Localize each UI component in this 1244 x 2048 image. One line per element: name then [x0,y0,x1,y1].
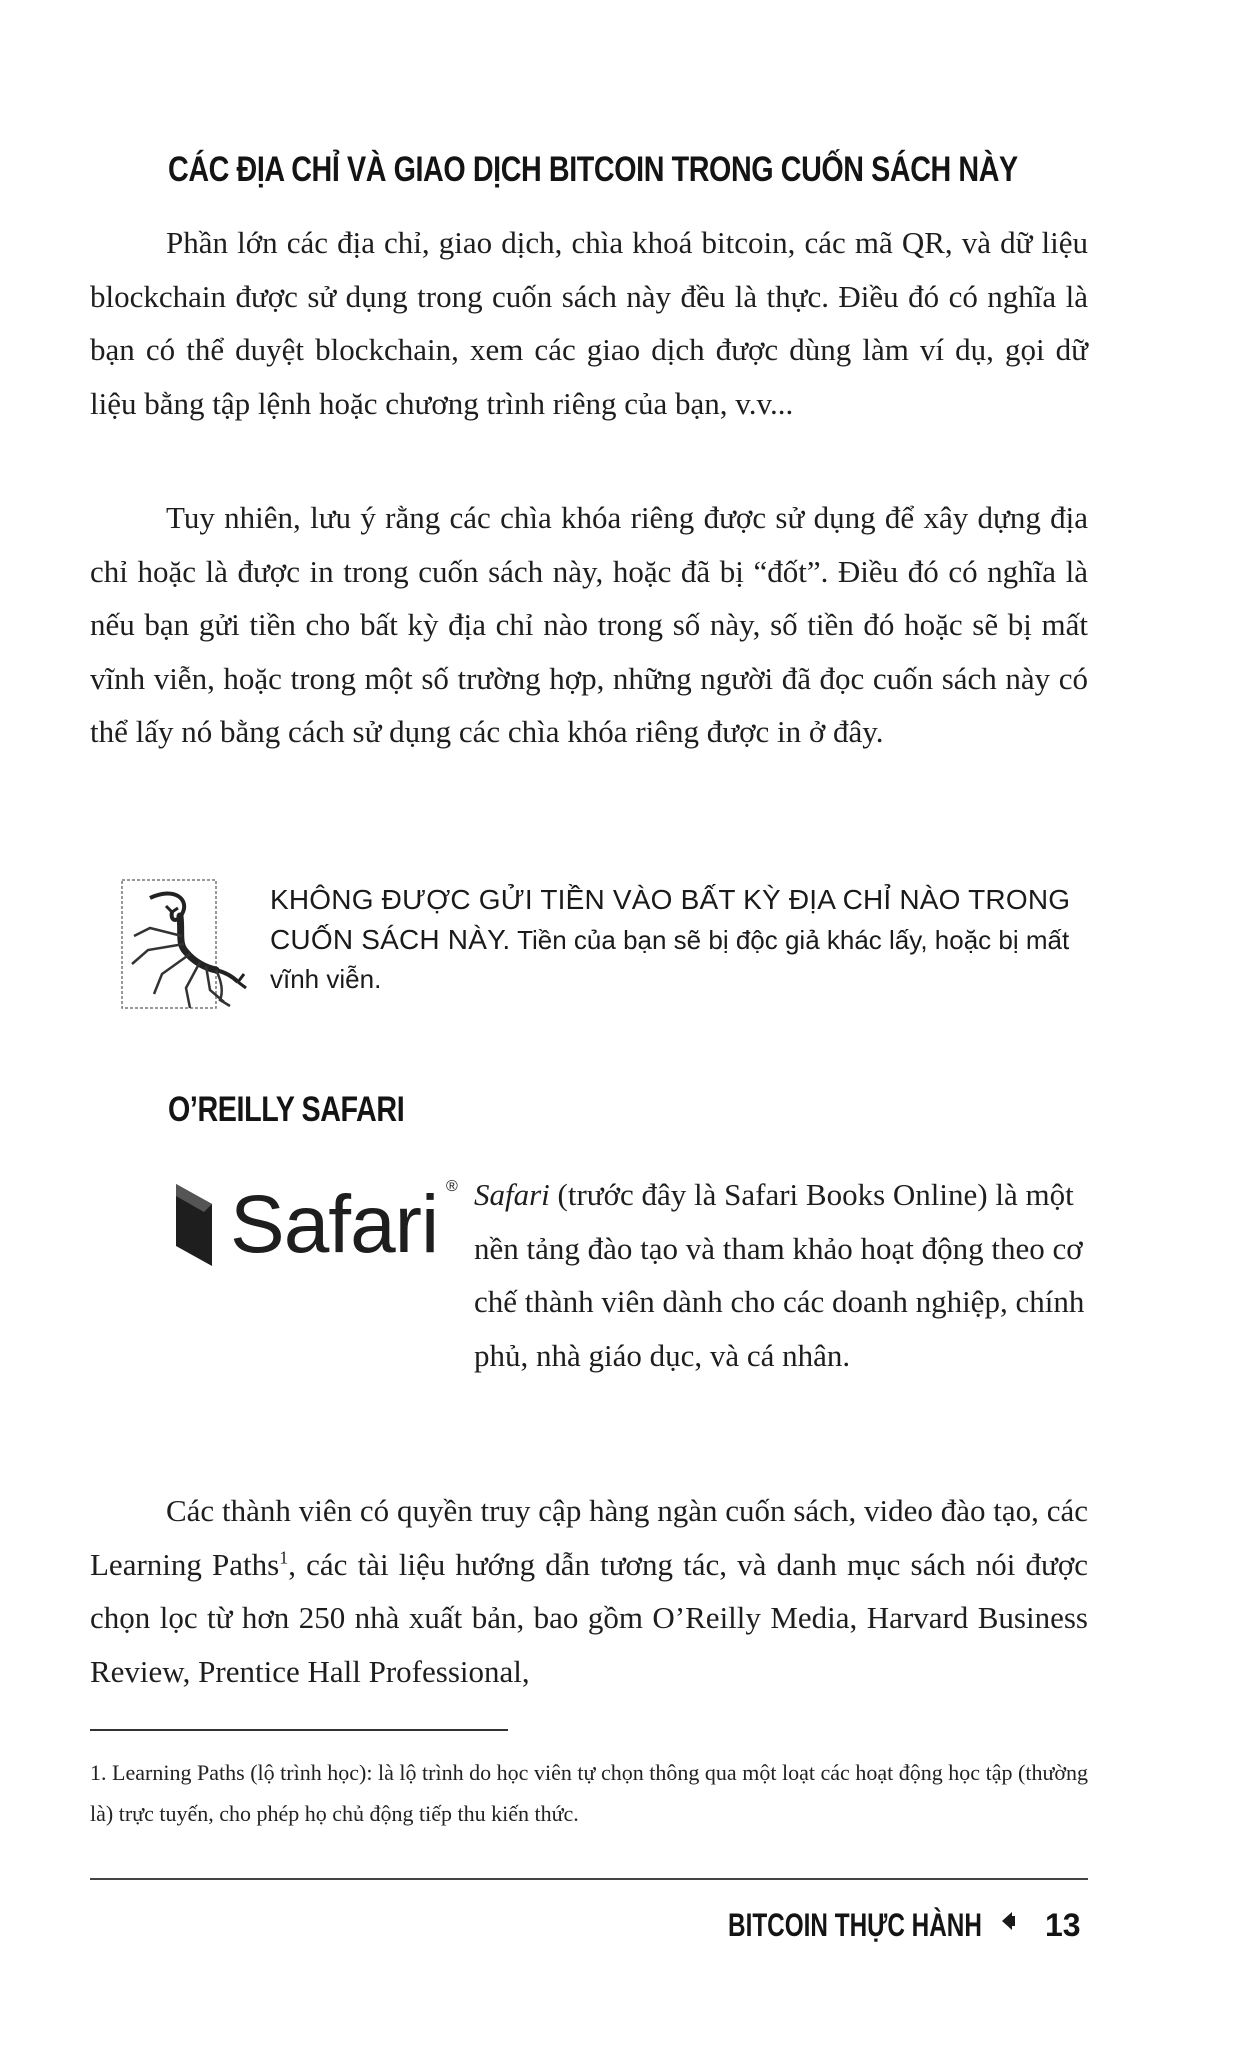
warning-caps: KHÔNG ĐƯỢC GỬI TIỀN VÀO BẤT KỲ ĐỊA CHỈ NÀO TRONG CUỐN SÁCH NÀY. [270,884,1071,955]
scorpion-icon [120,878,248,1014]
safari-description [474,1168,1088,1382]
page-footer [700,1907,1090,1947]
members-text: Các thành viên có quyền truy cập hàng ngàn cuốn sách, video đào tạo, các Learning Paths [90,1493,1088,1582]
paragraph-burned-keys: Tuy nhiên, lưu ý rằng các chìa khóa riêng được sử dụng để xây dựng địa chỉ hoặc là được in trong cuốn sách này, hoặc đã bị “đốt”. Điều đó có nghĩa là nếu bạn gửi tiền cho bất kỳ địa chỉ nào trong số này, số tiền đó hoặc sẽ bị mất vĩnh viễn, hoặc trong một số trường hợp, những người đã đọc cuốn sách này có thể lấy nó bằng cách sử dụng các chìa khóa riêng được in ở đây. [90,500,1088,749]
registered-mark: ® [446,1178,458,1195]
safari-description-text: (trước đây là Safari Books Online) là một nền tảng đào tạo và tham khảo hoạt động theo cơ chế thành viên dành cho các doanh nghiệp, chính phủ, nhà giáo dục, và cá nhân. [474,1177,1085,1373]
paragraph-real-data: Phần lớn các địa chỉ, giao dịch, chìa khoá bitcoin, các mã QR, và dữ liệu blockchain được sử dụng trong cuốn sách này đều là thực. Điều đó có nghĩa là bạn có thể duyệt blockchain, xem các giao dịch được dùng làm ví dụ, gọi dữ liệu bằng tập lệnh hoặc chương trình riêng của bạn, v.v... [90,225,1088,421]
safari-logo [172,1170,472,1280]
footer-book-title: BITCOIN THỰC HÀNH [728,1907,982,1943]
section-heading-addresses: CÁC ĐỊA CHỈ VÀ GIAO DỊCH BITCOIN TRONG CUỐN SÁCH NÀY [168,150,1018,189]
paragraph-members [90,1484,1088,1698]
footer-divider [90,1878,1088,1880]
page-number: 13 [1045,1907,1081,1943]
footnote: 1. Learning Paths (lộ trình học): là lộ trình do học viên tự chọn thông qua một loạt các hoạt động học tập (thường là) trực tuyến, cho phép họ chủ động tiếp thu kiến thức. [90,1760,1088,1826]
members-text-cont: , các tài liệu hướng dẫn tương tác, và danh mục sách nói được chọn lọc từ hơn 250 nhà xuất bản, bao gồm O’Reilly Media, Harvard Business Review, Prentice Hall Professional, [90,1546,1088,1689]
footer-arrow-icon [1002,1912,1012,1930]
footnote-ref[interactable]: 1 [279,1547,289,1568]
warning-text: Tiền của bạn sẽ bị độc giả khác lấy, hoặc bị mất vĩnh viễn. [270,925,1070,994]
section-heading-safari: O’REILLY SAFARI [168,1090,405,1129]
safari-logo-text: Safari [230,1179,439,1270]
footnote-divider [90,1729,508,1731]
safari-italic: Safari [474,1177,550,1212]
warning-note [270,880,1090,999]
